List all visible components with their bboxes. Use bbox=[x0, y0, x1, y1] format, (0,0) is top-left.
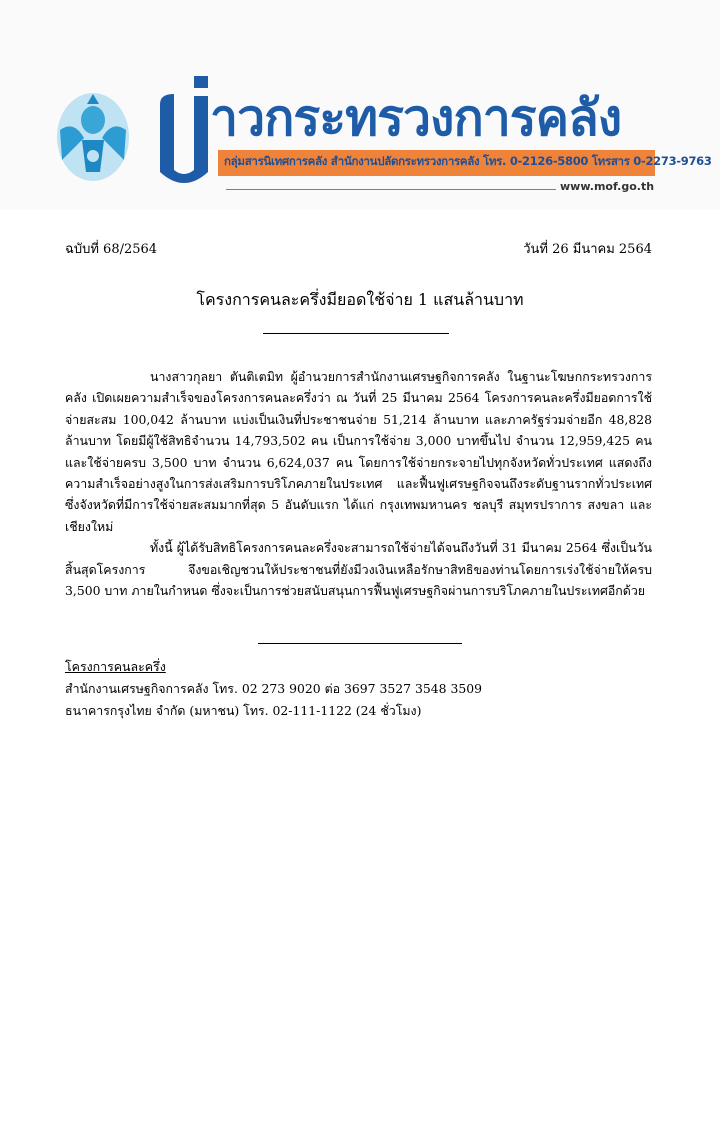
paragraph: ทั้งนี้ ผู้ได้รับสิทธิโครงการคนละครึ่งจะสามารถใช้จ่ายได้จนถึงวันที่ 31 มีนาคม 2564 ซึ่งเป็นวันสิ้นสุดโครงการ จึงขอเชิญชวนให้ประชาชนที่ยังมีวงเงินเหลือรักษาสิทธิของท่านโดยการเร่งใช้จ่ายให้ครบ 3,500 บาท ภายในกำหนด ซึ่งจะเป็นการช่วยสนับสนุนการฟื้นฟูเศรษฐกิจผ่านการบริโภคภายในประเทศอีกด้วย bbox=[65, 540, 652, 599]
brand-initial-icon bbox=[152, 74, 216, 188]
contact-line: สำนักงานเศรษฐกิจการคลัง โทร. 02 273 9020 ต่อ 3697 3527 3548 3509 bbox=[65, 681, 482, 696]
contact-block bbox=[65, 656, 482, 722]
issue-date: วันที่ 26 มีนาคม 2564 bbox=[523, 242, 652, 257]
body-text bbox=[65, 366, 652, 601]
website-link[interactable]: www.mof.go.th bbox=[560, 180, 655, 193]
contact-line: ธนาคารกรุงไทย จำกัด (มหาชน) โทร. 02-111-1122 (24 ชั่วโมง) bbox=[65, 703, 422, 718]
contact-heading: โครงการคนละครึ่ง bbox=[65, 659, 166, 674]
title-underline bbox=[263, 333, 449, 334]
brand-title: าวกระทรวงการคลัง bbox=[210, 89, 622, 147]
paragraph: นางสาวกุลยา ตันติเตมิท ผู้อำนวยการสำนักงานเศรษฐกิจการคลัง ในฐานะโฆษกกระทรวงการคลัง เปิดเผยความสำเร็จของโครงการคนละครึ่งว่า ณ วันที่ 25 มีนาคม 2564 โครงการคนละครึ่งมียอดการใช้จ่ายสะสม 100,042 ล้านบาท แบ่งเป็นเงินที่ประชาชนจ่าย 51,214 ล้านบาท และภาครัฐร่วมจ่ายอีก 48,828 ล้านบาท โดยมีผู้ใช้สิทธิจำนวน 14,793,502 คน เป็นการใช้จ่าย 3,000 บาทขึ้นไป จำนวน 12,959,425 คน และใช้จ่ายครบ 3,500 บาท จำนวน 6,624,037 คน โดยการใช้จ่ายกระจายไปทุกจังหวัดทั่วประเทศ แสดงถึงความสำเร็จอย่างสูงในการส่งเสริมการบริโภคภายในประเทศ และฟื้นฟูเศรษฐกิจจนถึงระดับฐานรากทั่วประเทศ ซึ่งจังหวัดที่มีการใช้จ่ายสะสมมากที่สุด 5 อันดับแรก ได้แก่ กรุงเทพมหานคร ชลบุรี สมุทรปราการ สงขลา และเชียงใหม่ bbox=[65, 369, 652, 534]
garuda-emblem-icon bbox=[54, 90, 132, 185]
ministry-contact-text: กลุ่มสารนิเทศการคลัง สำนักงานปลัดกระทรวงการคลัง โทร. 0-2126-5800 โทรสาร 0-2273-9763 bbox=[224, 154, 712, 168]
letterhead bbox=[0, 0, 720, 210]
section-divider bbox=[258, 643, 462, 644]
issue-number: ฉบับที่ 68/2564 bbox=[65, 242, 158, 257]
document-title: โครงการคนละครึ่งมียอดใช้จ่าย 1 แสนล้านบาท bbox=[196, 290, 524, 309]
divider bbox=[226, 189, 556, 190]
